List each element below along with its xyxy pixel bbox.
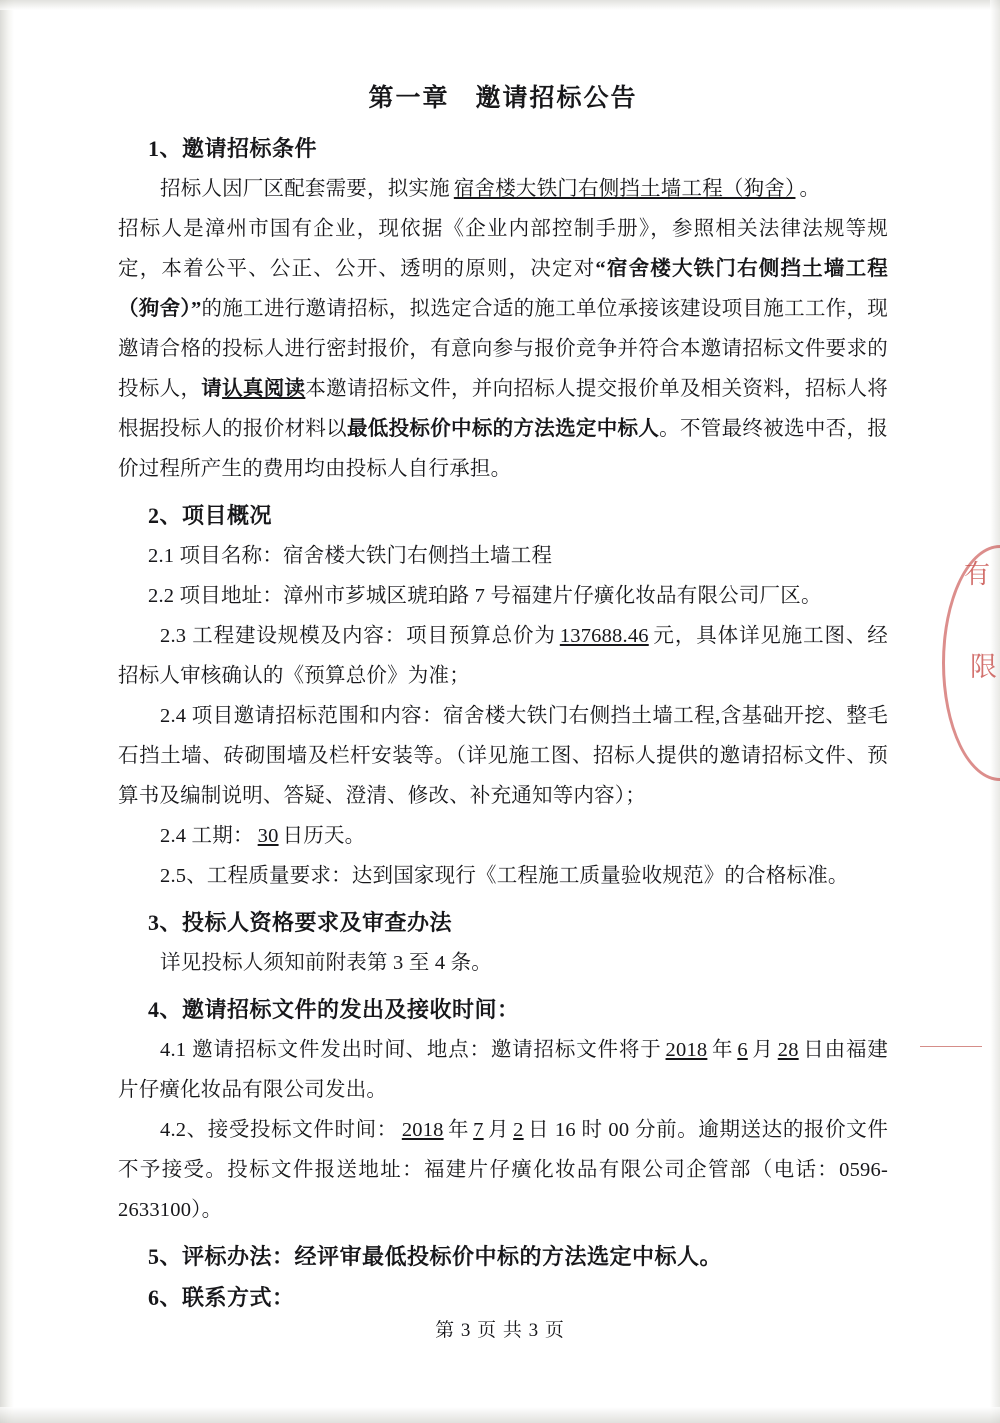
paragraph-qualification-detail: 详见投标人须知前附表第 3 至 4 条。 [160,952,492,974]
period-text-a: 2.4 工期： [160,825,254,847]
paragraph-project-intro [118,169,888,209]
paragraph-issue-time [118,1030,888,1110]
intro-text-c: 。 [799,178,821,200]
statement-text-d: 请 [201,378,223,400]
issue-text-b: 由福建片仔癀化妆品有限公司发出。 [118,1039,888,1101]
statement-text-a: 招标人是漳州市国有企业，现依据《企业内部控制手册》，参照相关法律法规等规定，本着公平、公正、公开、透明的原则，决定对 [118,218,888,280]
heading-bidder-qualification: 3、投标人资格要求及审查办法 [148,910,453,935]
issue-year-value: 2018 [665,1039,708,1061]
paragraph-project-name: 2.1 项目名称：宿舍楼大铁门右侧挡土墙工程 [148,545,553,567]
statement-text-f: 本邀请招标文件，并向招标人提交报价单及相关资料，招标人将根据投标人的报价材料以 [118,378,889,440]
page-title [118,78,888,114]
scan-edge-top [0,0,1000,10]
statement-project-name-bold: “宿舍楼大铁门右侧挡土墙工程（狗舍）” [118,258,888,320]
red-edge-line-mark [920,1046,982,1047]
receive-day-unit: 日 16 时 00 分前。 [527,1119,699,1141]
paragraph-quality-requirement: 2.5、工程质量要求：达到国家现行《工程施工质量验收规范》的合格标准。 [160,865,849,887]
receive-year-unit: 年 [447,1119,470,1141]
receive-day-value: 2 [513,1119,524,1141]
seal-arc-fragment [942,545,1000,781]
paragraph-scope-content: 2.4 项目邀请招标范围和内容：宿舍楼大铁门右侧挡土墙工程,含基础开挖、整毛石挡土墙、砖砌围墙及栏杆安装等。（详见施工图、招标人提供的邀请招标文件、预算书及编制说明、答疑、澄清、修改、补充通知等内容）； [118,705,888,807]
issue-month-unit: 月 [751,1039,774,1061]
receive-month-value: 7 [473,1119,484,1141]
page-footer: 第 3 页 共 3 页 [435,1320,565,1341]
title-chapter-prefix: 第一章 [368,85,450,112]
heading-contact-info: 6、联系方式： [148,1285,295,1310]
intro-text-a: 招标人因厂区配套需要，拟实施 [160,178,450,200]
intro-project-name-underlined: 宿舍楼大铁门右侧挡土墙工程（狗舍） [453,178,796,200]
heading-evaluation-method: 5、评标办法：经评审最低投标价中标的方法选定中标人。 [148,1244,723,1269]
period-days-value: 30 [257,825,279,847]
heading-document-issue-receive-time: 4、邀请招标文件的发出及接收时间： [148,997,520,1022]
issue-year-unit: 年 [711,1039,734,1061]
receive-text-b: 逾期送达的报价文件不予接受。投标文件报送地址：福建片仔癀化妆品有限公司企管部（电话：0596-2633100）。 [118,1119,889,1221]
heading-project-overview: 2、项目概况 [148,503,273,528]
paragraph-project-address: 2.2 项目地址：漳州市芗城区琥珀路 7 号福建片仔癀化妆品有限公司厂区。 [148,585,822,607]
document-body [118,78,888,1318]
receive-text-a: 4.2、接受投标文件时间： [160,1119,398,1141]
paragraph-construction-period [118,816,888,856]
issue-month-value: 6 [737,1039,748,1061]
statement-text-h: 。不管最终被选中否，报价过程所产生的费用均由投标人自行承担。 [118,418,889,480]
statement-text-c: 的施工进行邀请招标，拟选定合适的施工单位承接该建设项目施工工作，现邀请合格的投标人进行密封报价，有意向参与报价竞争并符合本邀请招标文件要求的投标人， [118,298,888,400]
paragraph-project-scale [118,616,888,696]
scan-edge-left [0,0,14,1423]
statement-read-carefully-emphasis: 认真阅读 [222,378,306,400]
heading-invitation-conditions: 1、邀请招标条件 [148,136,318,161]
period-text-b: 日历天。 [282,825,366,847]
seal-character-fragment-1: 有 [964,560,991,589]
receive-month-unit: 月 [487,1119,510,1141]
scale-text-b: 元，具体详见施工图、经招标人审核确认的《预算总价》为准； [118,625,889,687]
budget-total-amount: 137688.46 [559,625,649,647]
scan-edge-bottom [0,1407,1000,1423]
statement-lowest-bid-emphasis: 最低投标价中标的方法选定中标人 [346,418,660,440]
receive-year-value: 2018 [401,1119,444,1141]
issue-text-a: 4.1 邀请招标文件发出时间、地点：邀请招标文件将于 [160,1039,662,1061]
scale-text-a: 2.3 工程建设规模及内容：项目预算总价为 [160,625,556,647]
paragraph-receive-time [118,1110,888,1230]
title-main-text: 邀请招标公告 [475,85,638,112]
issue-day-value: 28 [777,1039,799,1061]
issue-day-unit: 日 [802,1039,825,1061]
seal-character-fragment-2: 限 [970,652,997,682]
paragraph-invitation-statement [118,209,888,489]
